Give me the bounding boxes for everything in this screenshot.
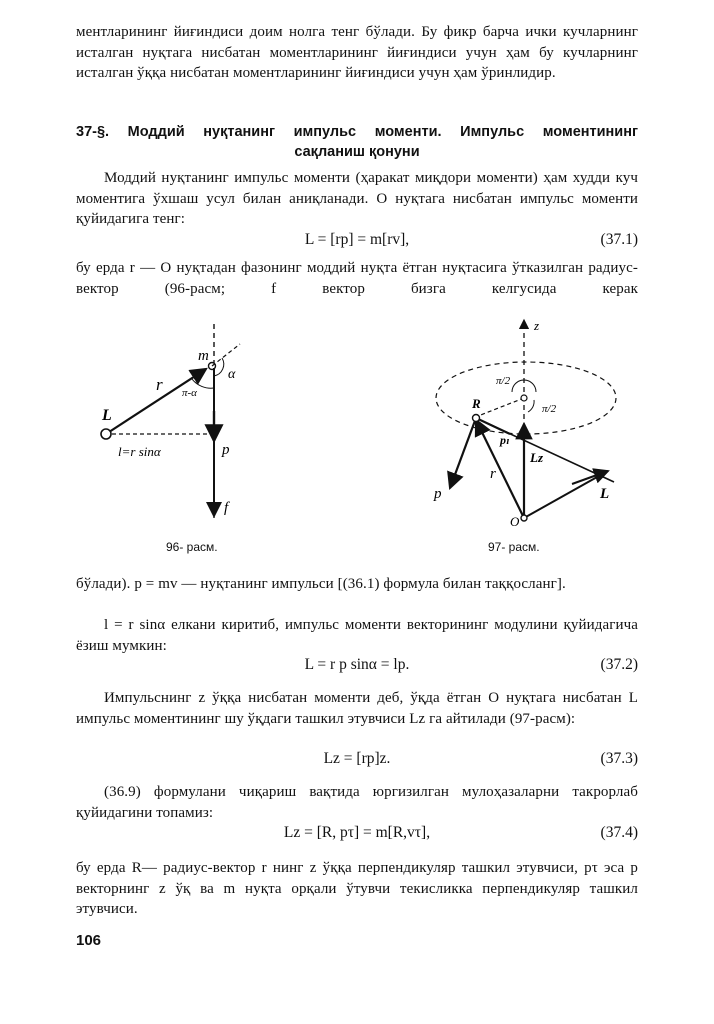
- page-number: 106: [76, 932, 102, 949]
- equation-formula: Lz = [rp]z.: [323, 750, 391, 767]
- label-L: L: [600, 486, 610, 502]
- equation-37-3: [76, 750, 638, 772]
- equation-number: (37.2): [600, 656, 638, 673]
- extension-dashed-line: [212, 344, 240, 366]
- equation-formula: L = [rp] = m[rv],: [304, 231, 410, 248]
- equation-number: (37.1): [600, 231, 638, 248]
- paragraph-lever-arm: l = r sinα елкани киритиб, импульс моменти векторининг модулини қуйидагича ёзиш мумкин:: [76, 617, 638, 654]
- axis-center-point: [521, 395, 527, 401]
- vector-p: [450, 418, 476, 488]
- equation-formula: Lz = [R, pτ] = m[R,vτ],: [283, 824, 431, 841]
- label-R: R: [472, 396, 481, 411]
- projection-line: [476, 418, 614, 482]
- label-m: m: [198, 348, 209, 364]
- radius-R-dashed: [478, 398, 524, 416]
- label-z: z: [534, 318, 540, 333]
- label-lever-arm: l=r sinα: [118, 444, 161, 459]
- equation-number: (37.4): [600, 824, 638, 841]
- section-heading-line1: 37-§. Моддий нуқтанинг импульс моменти. Импульс моментининг: [76, 124, 638, 140]
- label-p: p: [434, 486, 442, 502]
- vector-L: [524, 472, 606, 518]
- top-paragraph: ментларининг йиғиндиси доим нолга тенг бўлади. Бу фикр барча ички кучларнинг исталган нуқтага нисбатан моментларининг йиғиндиси учун ҳам бу кучларнинг исталган ўққа нисбатан моментларининг йиғиндиси учун ҳам ўринлидир.: [76, 24, 638, 81]
- label-pi2-top: π/2: [496, 375, 511, 387]
- figure-96-caption: 96- расм.: [166, 540, 218, 554]
- paragraph-after-eq1: бу ерда r — O нуқтадан фазонинг моддий нуқта ётган нуқтасига ўтказилган радиус-вектор (96-расм; f вектор бизга келгусида керак: [76, 260, 638, 297]
- equation-formula: L = r p sinα = lp.: [304, 656, 410, 673]
- label-f: f: [224, 500, 229, 516]
- label-p: p: [222, 442, 230, 458]
- paragraph-intro: Моддий нуқтанинг импульс моменти (ҳаракат миқдори моменти) ҳам худди куч моментига ўхшаш усул билан аниқланади. O нуқтага нисбатан импульс моменти қуйидагига тенг:: [76, 170, 638, 227]
- figure-97-caption: 97- расм.: [488, 540, 540, 554]
- label-Lz: Lz: [530, 450, 543, 465]
- point-R: [473, 415, 480, 422]
- section-heading-line2: сақланиш қонуни: [294, 144, 420, 160]
- label-alpha: α: [228, 367, 236, 382]
- label-pi2-right: π/2: [542, 403, 557, 415]
- figure-96: [90, 316, 280, 528]
- label-O: O: [510, 514, 520, 529]
- point-O: [521, 515, 527, 521]
- angle-arc-right: [528, 400, 534, 412]
- equation-37-2: [76, 656, 638, 678]
- equation-37-4: [76, 824, 638, 846]
- label-angle-inner: π-α: [182, 387, 197, 399]
- figure-97: [424, 312, 624, 532]
- paragraph-after-figures: бўлади). p = mv — нуқтанинг импульси [(36.1) формула билан таққосланг].: [76, 576, 566, 592]
- equation-number: (37.3): [600, 750, 638, 767]
- paragraph-final: бу ерда R— радиус-вектор r нинг z ўққа перпендикуляр ташкил этувчиси, pτ эса p векторнинг z ўқ ва m нуқта орқали ўтувчи текисликка перпендикуляр ташкил этувчиси.: [76, 860, 638, 917]
- label-p-perp: pₗ: [500, 433, 510, 447]
- label-r: r: [156, 375, 163, 394]
- label-r: r: [490, 466, 496, 482]
- label-L: L: [102, 407, 112, 424]
- paragraph-z-axis: Импульснинг z ўққа нисбатан моменти деб, ўқда ётган O нуқтага нисбатан L импульс моментининг шу ўқдаги ташкил этувчиси Lz га айтилади (97-расм):: [76, 690, 638, 727]
- paragraph-36-9: (36.9) формулани чиқариш вақтида юргизилган мулоҳазаларни такрорлаб қуйидагини топамиз:: [76, 784, 638, 821]
- equation-37-1: [76, 231, 638, 253]
- section-heading: [76, 122, 638, 162]
- point-L: [101, 429, 111, 439]
